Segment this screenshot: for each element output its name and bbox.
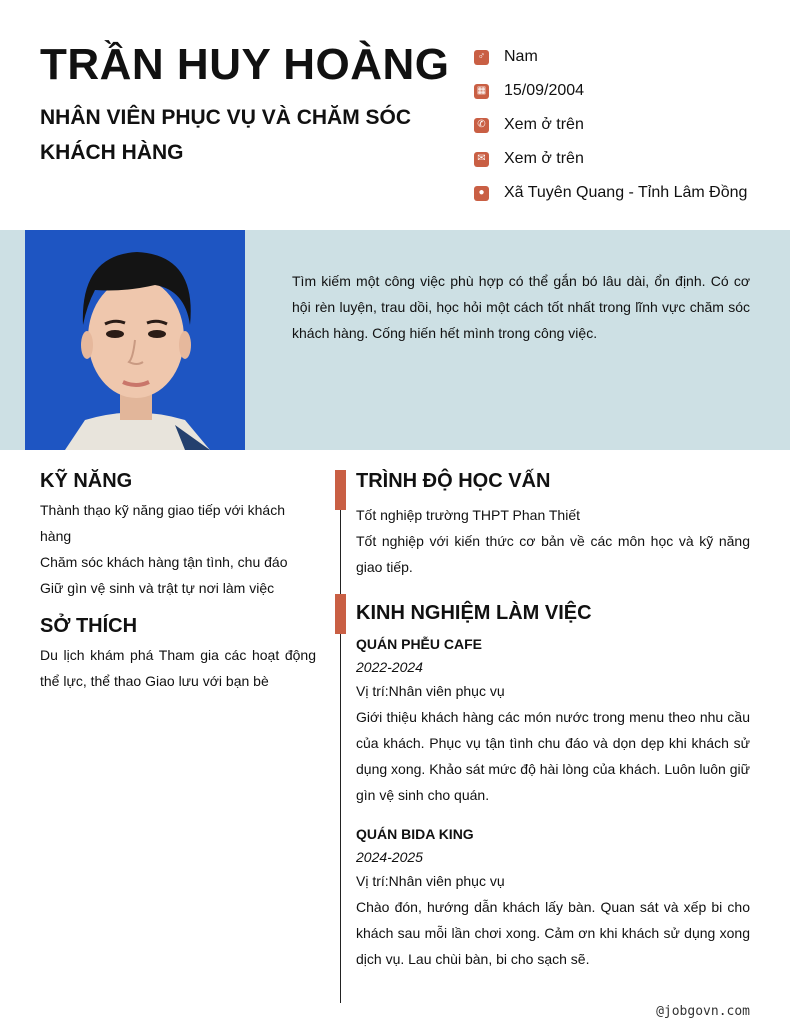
career-objective: Tìm kiếm một công việc phù hợp có thể gắn bó lâu dài, ổn định. Có cơ hội rèn luyện, trau dồi, học hỏi một cách tốt nhất trong lĩnh vực chăm sóc khách hàng. Cống hiến hết mình trong công việc. xyxy=(292,273,750,341)
contact-text: Xem ở trên xyxy=(504,116,584,133)
contact-gender xyxy=(474,40,774,74)
job-company: QUÁN BIDA KING xyxy=(356,826,474,842)
contact-email[interactable] xyxy=(474,142,774,176)
footer-watermark: @jobgovn.com xyxy=(656,1004,750,1019)
education-section xyxy=(356,468,750,580)
hobbies-heading: SỞ THÍCH xyxy=(40,615,138,637)
contact-text: Xã Tuyên Quang - Tỉnh Lâm Đồng xyxy=(504,184,748,201)
calendar-icon: ▦ xyxy=(474,84,489,99)
job-company: QUÁN PHỄU CAFE xyxy=(356,636,483,652)
experience-heading: KINH NGHIỆM LÀM VIỆC xyxy=(356,602,592,624)
gender-icon: ♂ xyxy=(474,50,489,65)
skill-item: Thành thạo kỹ năng giao tiếp với khách hàng xyxy=(40,502,286,544)
skills-section xyxy=(40,468,316,601)
contact-phone[interactable] xyxy=(474,108,774,142)
job-title: NHÂN VIÊN PHỤC VỤ VÀ CHĂM SÓC KHÁCH HÀNG xyxy=(40,106,412,164)
contact-text: Nam xyxy=(504,48,538,65)
job-entry xyxy=(356,822,750,972)
skill-item: Chăm sóc khách hàng tận tình, chu đáo xyxy=(40,554,288,570)
job-period: 2022-2024 xyxy=(356,659,423,675)
education-heading: TRÌNH ĐỘ HỌC VẤN xyxy=(356,470,551,492)
skill-item: Giữ gìn vệ sinh và trật tự nơi làm việc xyxy=(40,580,275,596)
job-position: Vị trí:Nhân viên phục vụ xyxy=(356,683,505,699)
phone-icon: ✆ xyxy=(474,118,489,133)
contact-address xyxy=(474,176,774,210)
skills-heading: KỸ NĂNG xyxy=(40,470,133,492)
left-column xyxy=(40,468,316,694)
contact-text: 15/09/2004 xyxy=(504,82,585,99)
hobbies-section xyxy=(40,613,316,694)
candidate-name: TRẦN HUY HOÀNG xyxy=(40,40,450,89)
right-column xyxy=(356,468,750,972)
education-marker xyxy=(335,470,346,510)
hobbies-text: Du lịch khám phá Tham gia các hoạt động thể lực, thể thao Giao lưu với bạn bè xyxy=(40,647,316,689)
profile-band xyxy=(0,230,790,450)
contact-birthday xyxy=(474,74,774,108)
job-entry xyxy=(356,632,750,808)
location-icon: ● xyxy=(474,186,489,201)
email-icon: ✉ xyxy=(474,152,489,167)
cv-header xyxy=(0,0,790,230)
education-line: Tốt nghiệp trường THPT Phan Thiết xyxy=(356,507,581,523)
job-period: 2024-2025 xyxy=(356,849,423,865)
experience-marker xyxy=(335,594,346,634)
contact-list xyxy=(474,40,774,210)
column-divider xyxy=(340,470,341,1003)
education-line: Tốt nghiệp với kiến thức cơ bản về các môn học và kỹ năng giao tiếp. xyxy=(356,533,750,575)
experience-section xyxy=(356,600,750,972)
job-description: Chào đón, hướng dẫn khách lấy bàn. Quan sát và xếp bi cho khách sau mỗi lần chơi xong. Cảm ơn khi khách sử dụng xong dịch vụ. Lau chùi bàn, bi cho sạch sẽ. xyxy=(356,899,750,967)
job-description: Giới thiệu khách hàng các món nước trong menu theo nhu cầu của khách. Phục vụ tận tình chu đáo và dọn dẹp khi khách sử dụng xong. Khảo sát mức độ hài lòng của khách. Luôn luôn giữ gìn vệ sinh cho quán. xyxy=(356,709,750,803)
job-position: Vị trí:Nhân viên phục vụ xyxy=(356,873,505,889)
profile-photo xyxy=(25,230,245,450)
contact-text: Xem ở trên xyxy=(504,150,584,167)
portrait-illustration xyxy=(25,230,245,450)
